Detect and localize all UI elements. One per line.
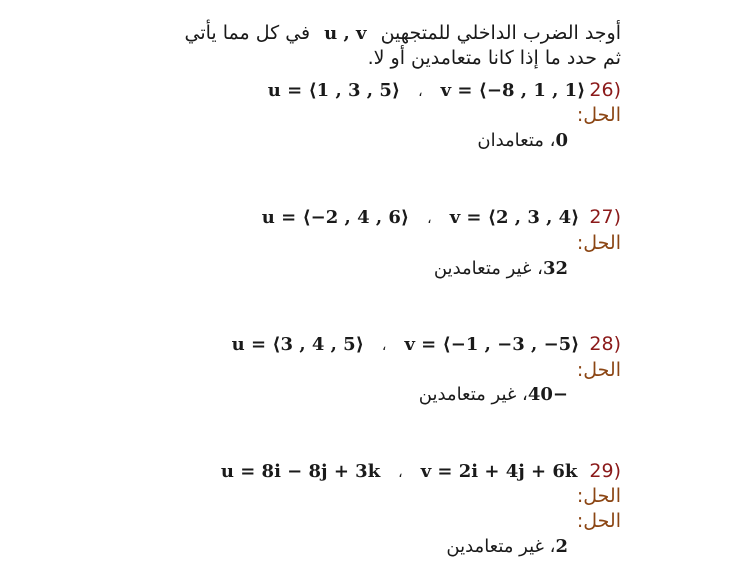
solution-label: الحل:: [576, 104, 621, 126]
problem-26-answer: [477, 130, 568, 151]
answer-text: ، غير متعامدين: [446, 536, 556, 557]
separator: ،: [398, 465, 403, 481]
answer-value: −40: [527, 384, 568, 405]
answer-value: 2: [555, 536, 568, 557]
answer-text: ، غير متعامدين: [418, 384, 528, 405]
separator: ،: [381, 338, 387, 354]
v-vector: v = ⟨2 , 3 , 4⟩: [449, 207, 580, 228]
intro-line-2: ثم حدد ما إذا كانا متعامدين أو لا.: [367, 47, 621, 69]
solution-label: الحل:: [576, 359, 621, 381]
problem-28-statement: [232, 333, 621, 355]
intro-suffix: في كل مما يأتي: [184, 22, 311, 44]
v-vector: v = ⟨−1 , −3 , −5⟩: [404, 334, 580, 355]
u-vector: u = ⟨−2 , 4 , 6⟩: [261, 207, 410, 228]
problem-29-statement: [221, 460, 621, 482]
separator: ،: [418, 84, 423, 100]
intro-line-1: [185, 22, 622, 44]
problem-28-answer: [419, 384, 568, 405]
problem-number: 29): [589, 460, 621, 482]
u-vector: u = 8i − 8j + 3k: [220, 461, 381, 482]
problem-27-answer: [434, 258, 568, 279]
problem-number: 26): [589, 79, 621, 101]
problem-26-statement: [268, 79, 621, 101]
answer-text: ، غير متعامدين: [433, 258, 543, 279]
solution-label: الحل:: [576, 510, 621, 532]
answer-text: ، متعامدان: [477, 130, 556, 151]
problem-29-answer: [446, 536, 568, 557]
problem-number: 27): [589, 206, 621, 228]
solution-label: الحل:: [576, 232, 621, 254]
problem-27-statement: [262, 206, 621, 228]
u-vector: u = ⟨1 , 3 , 5⟩: [267, 80, 401, 101]
intro-prefix: أوجد الضرب الداخلي للمتجهين: [380, 22, 621, 44]
v-vector: v = 2i + 4j + 6k: [420, 461, 578, 482]
solution-label: الحل:: [576, 485, 621, 507]
u-vector: u = ⟨3 , 4 , 5⟩: [231, 334, 364, 355]
problem-number: 28): [589, 333, 621, 355]
answer-value: 0: [555, 130, 568, 151]
v-vector: v = ⟨−8 , 1 , 1⟩: [440, 80, 586, 101]
separator: ،: [427, 211, 432, 227]
vectors-symbol: u , v: [324, 23, 367, 44]
answer-value: 32: [542, 258, 568, 279]
